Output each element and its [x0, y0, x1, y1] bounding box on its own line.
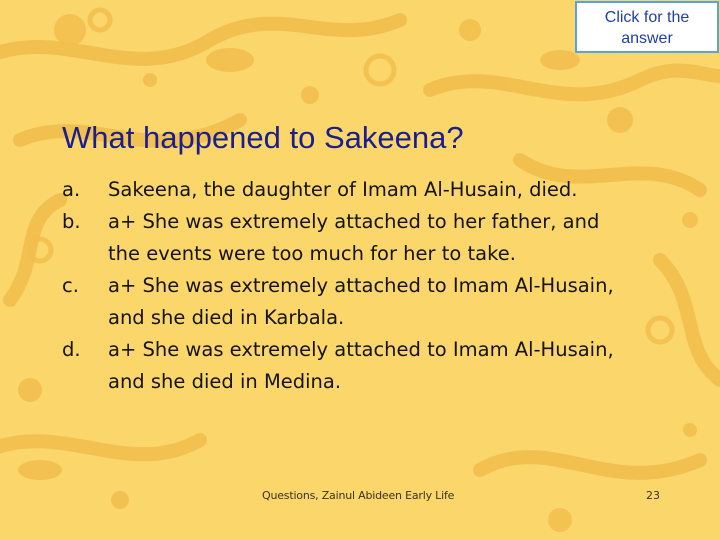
option-text: a+ She was extremely attached to her father, and the events were too much for her to take. [108, 210, 600, 265]
option-text: Sakeena, the daughter of Imam Al-Husain, died. [108, 178, 578, 201]
question-title: What happened to Sakeena? [62, 120, 464, 155]
option-letter: b. [62, 210, 81, 233]
option-a[interactable] [62, 174, 682, 206]
answer-options-list [62, 174, 682, 398]
option-text: a+ She was extremely attached to Imam Al-Husain, and she died in Medina. [108, 338, 614, 393]
answer-button-line1: Click for the [604, 9, 690, 26]
click-for-answer-button[interactable] [575, 1, 719, 53]
option-c[interactable] [62, 270, 682, 334]
footer-text: Questions, Zainul Abideen Early Life [262, 489, 455, 502]
option-b[interactable] [62, 206, 682, 270]
option-letter: d. [62, 338, 81, 361]
option-d[interactable] [62, 334, 682, 398]
answer-button-line2: answer [621, 30, 673, 47]
option-letter: a. [62, 178, 81, 201]
option-text: a+ She was extremely attached to Imam Al-Husain, and she died in Karbala. [108, 274, 614, 329]
option-letter: c. [62, 274, 79, 297]
page-number: 23 [646, 489, 660, 502]
